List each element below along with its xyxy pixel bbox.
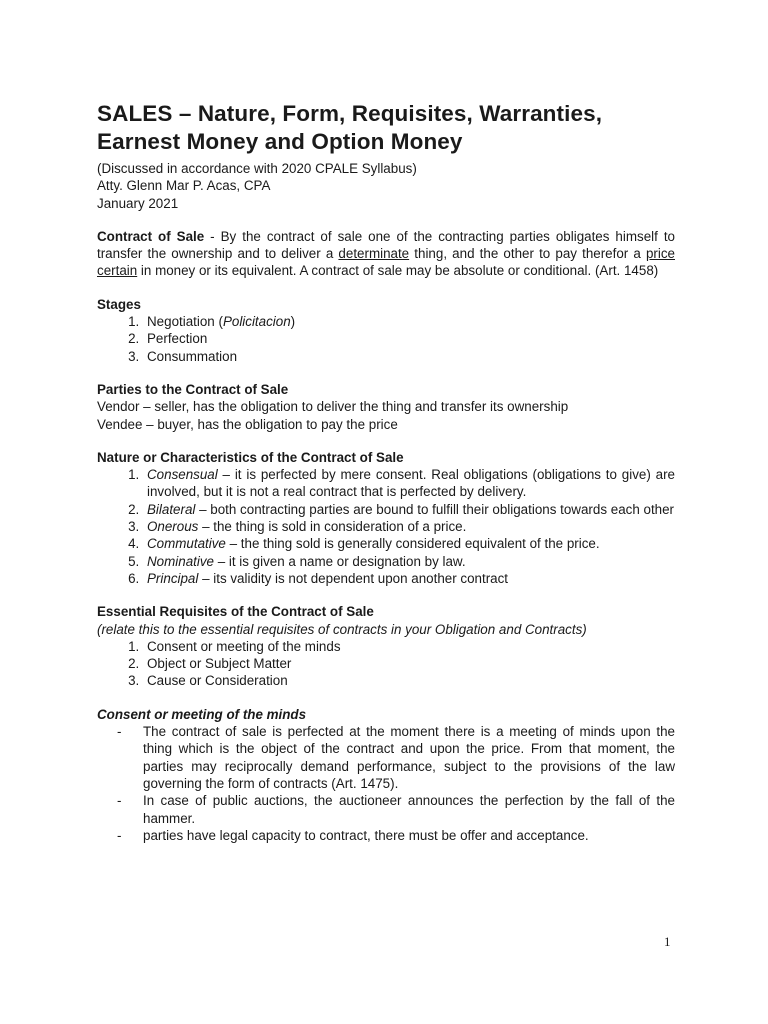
contract-of-sale-heading: Contract of Sale (97, 228, 205, 244)
title-line-2: Earnest Money and Option Money (97, 129, 463, 154)
term-determinate: determinate (338, 246, 410, 262)
stages-section (97, 296, 675, 365)
list-item: 2. Perfection (143, 330, 675, 347)
document-page (97, 100, 675, 844)
page-number: 1 (664, 934, 671, 949)
list-item: 3. Onerous – the thing is sold in consideration of a price. (143, 518, 675, 535)
contract-of-sale-definition: Contract of Sale - By the contract of sale one of the contracting parties obligates himself to transfer the ownership and to deliver a determinate thing, and the other to pay therefor a price certain in money or its equivalent. A contract of sale may be absolute or conditional. (Art. 1458) (97, 228, 675, 279)
document-date: January 2021 (97, 195, 179, 211)
term-price-certain: price certain (97, 246, 675, 279)
contract-of-sale-section (97, 228, 675, 280)
nature-heading: Nature or Characteristics of the Contract of Sale (97, 449, 404, 465)
consent-list (97, 723, 675, 844)
list-item: - The contract of sale is perfected at the moment there is a meeting of minds upon the thing which is the object of the contract and upon the price. From that moment, the parties may reciprocally demand performance, subject to the provisions of the law governing the form of contracts (Art. 1475). (117, 724, 675, 791)
list-item: 3. Consummation (143, 348, 675, 365)
nature-section (97, 449, 675, 587)
requisites-section (97, 603, 675, 689)
author: Atty. Glenn Mar P. Acas, CPA (97, 178, 271, 194)
nature-list (97, 466, 675, 587)
list-item: 5. Nominative – it is given a name or designation by law. (143, 553, 675, 570)
list-item: 1. Negotiation (Policitacion) (143, 313, 675, 330)
stages-heading: Stages (97, 296, 141, 312)
dash-bullet: - (117, 724, 122, 740)
list-item: 4. Commutative – the thing sold is generally considered equivalent of the price. (143, 535, 675, 552)
parties-heading: Parties to the Contract of Sale (97, 381, 289, 397)
list-item: - In case of public auctions, the auctioneer announces the perfection by the fall of the hammer. (117, 793, 675, 826)
title-line-1: SALES – Nature, Form, Requisites, Warranties, (97, 101, 603, 126)
list-item: 1. Consent or meeting of the minds (143, 638, 675, 655)
list-item: - parties have legal capacity to contract, there must be offer and acceptance. (117, 827, 589, 843)
list-item: 6. Principal – its validity is not dependent upon another contract (143, 570, 675, 587)
list-item: 3. Cause or Consideration (143, 672, 675, 689)
document-title (97, 100, 675, 156)
stages-list (97, 313, 675, 365)
consent-section (97, 706, 675, 844)
syllabus-note: (Discussed in accordance with 2020 CPALE Syllabus) (97, 161, 417, 176)
requisites-note: (relate this to the essential requisites of contracts in your Obligation and Contracts) (97, 621, 587, 637)
consent-heading: Consent or meeting of the minds (97, 706, 307, 722)
requisites-list (97, 638, 675, 690)
parties-section (97, 381, 675, 433)
document-meta (97, 160, 675, 212)
list-item: 2. Bilateral – both contracting parties are bound to fulfill their obligations towards each other (143, 501, 675, 518)
list-item: 1. Consensual – it is perfected by mere consent. Real obligations (obligations to give) are involved, but it is not a real contract that is perfected by delivery. (143, 466, 675, 501)
dash-bullet: - (117, 827, 122, 843)
requisites-heading: Essential Requisites of the Contract of Sale (97, 604, 374, 620)
vendee-line: Vendee – buyer, has the obligation to pay the price (97, 416, 398, 432)
dash-bullet: - (117, 793, 122, 809)
vendor-line: Vendor – seller, has the obligation to deliver the thing and transfer its ownership (97, 399, 569, 415)
list-item: 2. Object or Subject Matter (143, 655, 675, 672)
